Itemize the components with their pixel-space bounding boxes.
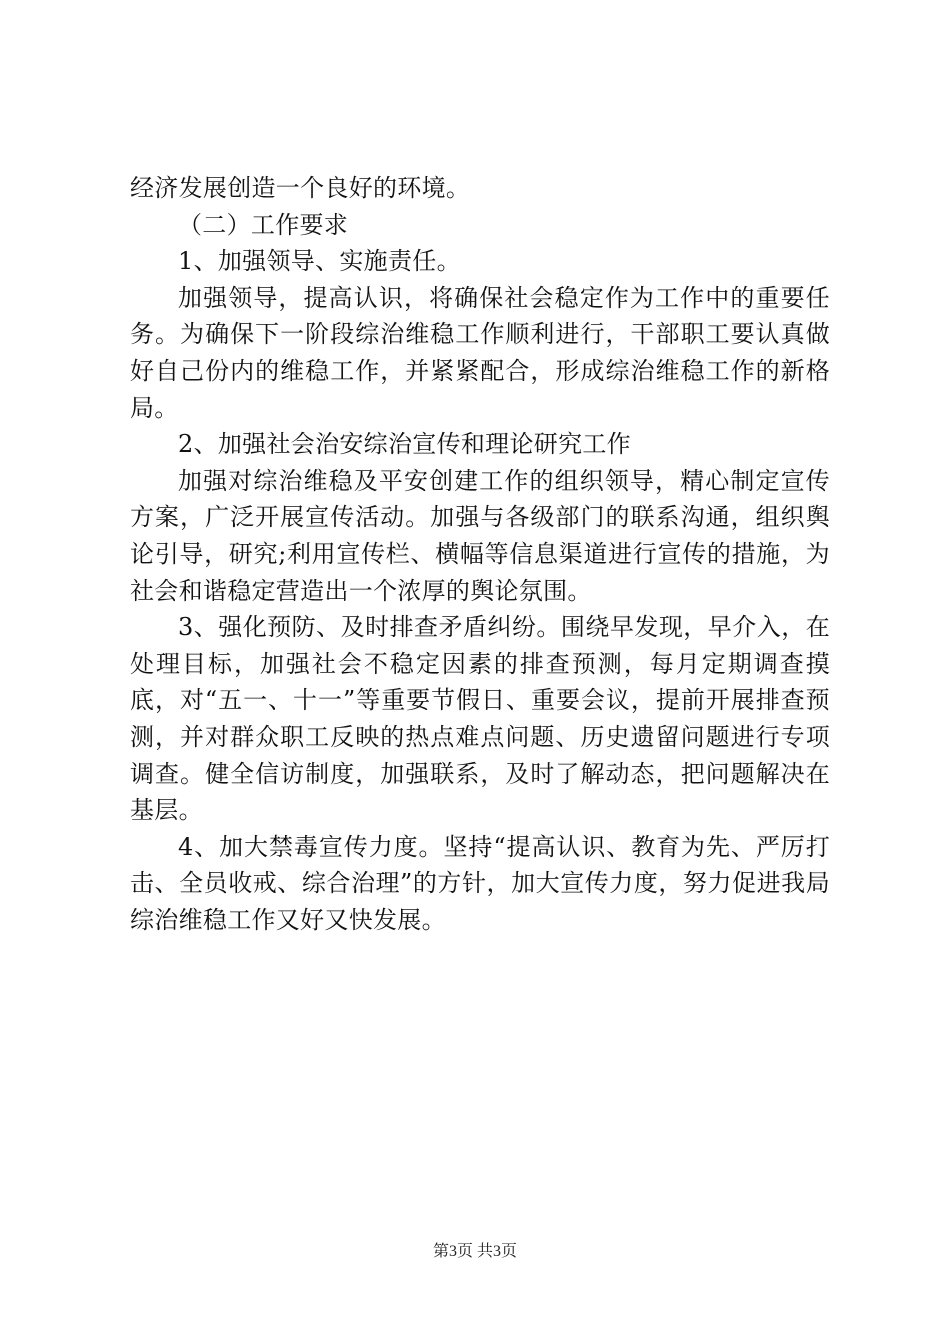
- item-body-4: 4、加大禁毒宣传力度。坚持“提高认识、教育为先、严厉打击、全员收戒、综合治理”的方针，加大宣传力度，努力促进我局综治维稳工作又好又快发展。: [130, 832, 830, 934]
- document-body: [130, 170, 830, 938]
- item-body-1: 加强领导，提高认识，将确保社会稳定作为工作中的重要任务。为确保下一阶段综治维稳工作顺利进行，干部职工要认真做好自己份内的维稳工作，并紧紧配合，形成综治维稳工作的新格局。: [130, 283, 830, 422]
- item-heading-1: 1、加强领导、实施责任。: [178, 247, 461, 276]
- paragraph-continuation: 经济发展创造一个良好的环境。: [130, 174, 471, 202]
- item-body-2: 加强对综治维稳及平安创建工作的组织领导，精心制定宣传方案，广泛开展宣传活动。加强与各级部门的联系沟通，组织舆论引导，研究;利用宣传栏、横幅等信息渠道进行宣传的措施，为社会和谐稳定营造出一个浓厚的舆论氛围。: [130, 466, 830, 605]
- item-body-3: 3、强化预防、及时排查矛盾纠纷。围绕早发现，早介入，在处理目标，加强社会不稳定因素的排查预测，每月定期调查摸底，对“五一、十一”等重要节假日、重要会议，提前开展排查预测，并对群众职工反映的热点难点问题、历史遗留问题进行专项调查。健全信访制度，加强联系，及时了解动态，把问题解决在基层。: [130, 613, 830, 825]
- item-heading-2: 2、加强社会治安综治宣传和理论研究工作: [178, 430, 631, 459]
- page-footer: 第3页 共3页: [432, 1243, 517, 1260]
- section-heading-work-requirements: （二）工作要求: [178, 210, 349, 239]
